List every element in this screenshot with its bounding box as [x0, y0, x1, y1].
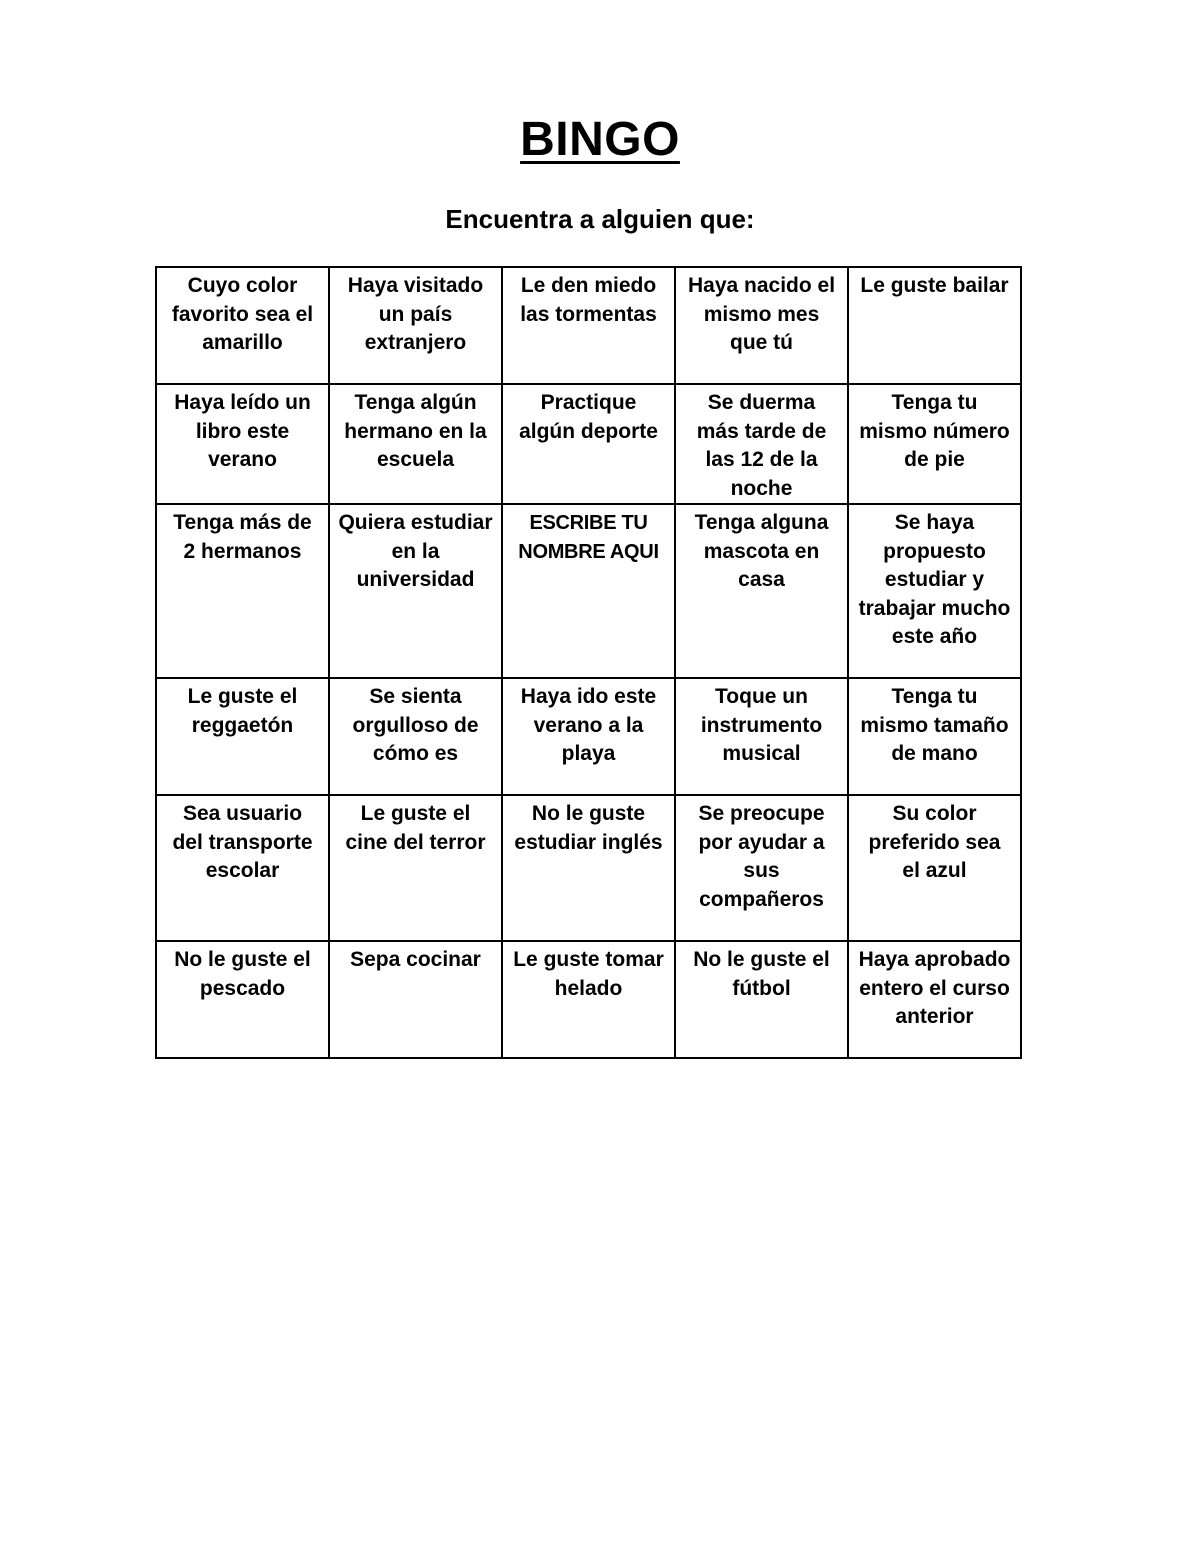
- bingo-cell: Tenga tu mismo número de pie: [848, 384, 1021, 504]
- bingo-grid: [155, 266, 1022, 1059]
- bingo-row: [156, 504, 1021, 678]
- bingo-cell: Quiera estudiar en la universidad: [329, 504, 502, 678]
- bingo-cell: Le guste bailar: [848, 267, 1021, 384]
- bingo-cell: Haya aprobado entero el curso anterior: [848, 941, 1021, 1058]
- bingo-cell: Tenga más de 2 hermanos: [156, 504, 329, 678]
- bingo-row: [156, 384, 1021, 504]
- bingo-row: [156, 795, 1021, 941]
- bingo-row: [156, 267, 1021, 384]
- bingo-cell: Cuyo color favorito sea el amarillo: [156, 267, 329, 384]
- bingo-cell: Le guste el reggaetón: [156, 678, 329, 795]
- bingo-cell: Se preocupe por ayudar a sus compañeros: [675, 795, 848, 941]
- bingo-free-cell: ESCRIBE TU NOMBRE AQUI: [502, 504, 675, 678]
- bingo-row: [156, 941, 1021, 1058]
- bingo-cell: Sea usuario del transporte escolar: [156, 795, 329, 941]
- bingo-cell: Sepa cocinar: [329, 941, 502, 1058]
- bingo-cell: Su color preferido sea el azul: [848, 795, 1021, 941]
- bingo-cell: Se sienta orgulloso de cómo es: [329, 678, 502, 795]
- bingo-cell: No le guste el pescado: [156, 941, 329, 1058]
- bingo-cell: Le guste tomar helado: [502, 941, 675, 1058]
- bingo-cell: Haya visitado un país extranjero: [329, 267, 502, 384]
- bingo-row: [156, 678, 1021, 795]
- bingo-cell: No le guste estudiar inglés: [502, 795, 675, 941]
- bingo-cell: Haya nacido el mismo mes que tú: [675, 267, 848, 384]
- bingo-cell: Le den miedo las tormentas: [502, 267, 675, 384]
- bingo-cell: Tenga alguna mascota en casa: [675, 504, 848, 678]
- page-title: BINGO: [520, 113, 680, 166]
- page-subtitle: Encuentra a alguien que:: [445, 204, 755, 234]
- bingo-cell: Le guste el cine del terror: [329, 795, 502, 941]
- bingo-cell: Tenga tu mismo tamaño de mano: [848, 678, 1021, 795]
- bingo-cell: Se duerma más tarde de las 12 de la noche: [675, 384, 848, 504]
- bingo-cell: Practique algún deporte: [502, 384, 675, 504]
- bingo-cell: Haya ido este verano a la playa: [502, 678, 675, 795]
- bingo-cell: Tenga algún hermano en la escuela: [329, 384, 502, 504]
- bingo-cell: Toque un instrumento musical: [675, 678, 848, 795]
- bingo-cell: Haya leído un libro este verano: [156, 384, 329, 504]
- bingo-cell: No le guste el fútbol: [675, 941, 848, 1058]
- bingo-cell: Se haya propuesto estudiar y trabajar mucho este año: [848, 504, 1021, 678]
